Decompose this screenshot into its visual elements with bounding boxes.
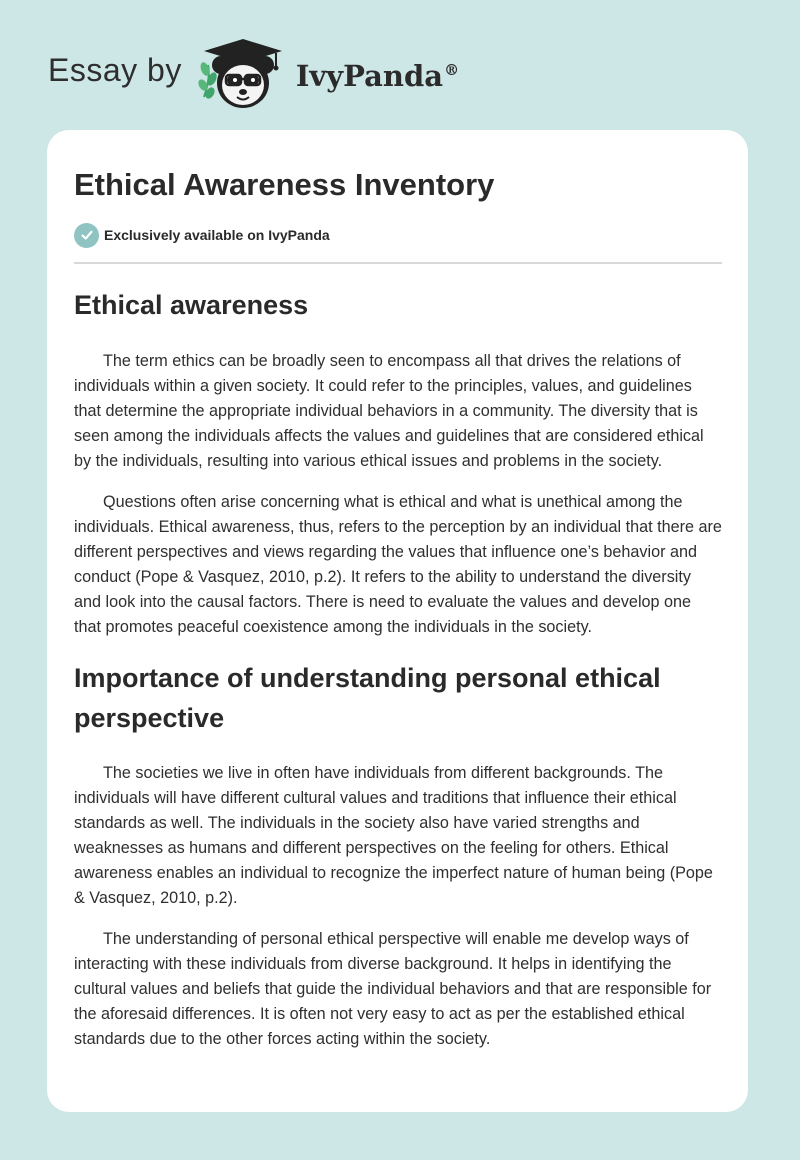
section-heading-importance: Importance of understanding personal ethical perspective — [74, 663, 661, 733]
exclusive-badge — [74, 222, 722, 248]
panda-graduate-logo-icon[interactable] — [196, 35, 290, 113]
title-divider — [74, 262, 722, 264]
paragraph: Questions often arise concerning what is ethical and what is unethical among the individuals. Ethical awareness, thus, refers to the perception by an individual that there are different perspectives and views regarding the values that influence one’s behavior and conduct (Pope & Vasquez, 2010, p.2). It refers to the ability to understand the diversity and look into the causal factors. There is need to evaluate the values and develop one that promotes peaceful coexistence among the individuals in the society. — [74, 493, 722, 636]
paragraph: The understanding of personal ethical perspective will enable me develop ways of interacting with these individuals from diverse background. It helps in identifying the cultural values and beliefs that guide the individual behaviors and that are responsible for the aforesaid differences. It is often not very easy to act as per the established ethical standards due to the other forces acting within the society. — [74, 930, 712, 1048]
page-title: Ethical Awareness Inventory — [74, 167, 495, 202]
essay-by-label: Essay by — [48, 51, 182, 88]
section-heading-ethical-awareness: Ethical awareness — [74, 290, 309, 320]
paragraph: The term ethics can be broadly seen to encompass all that drives the relations of individuals within a given society. It could refer to the principles, values, and guidelines that determine the appropriate individual behaviors in a community. The diversity that is seen among the individuals affects the values and guidelines that are considered ethical by the individuals, resulting into various ethical issues and problems in the society. — [74, 352, 704, 470]
site-header — [48, 34, 459, 114]
brand-logo-text[interactable]: IvyPanda® — [295, 59, 460, 93]
check-circle-icon — [74, 223, 99, 248]
essay-card — [47, 130, 748, 1112]
exclusive-badge-text: Exclusively available on IvyPanda — [104, 227, 330, 243]
paragraph: The societies we live in often have individuals from different backgrounds. The individuals will have different cultural values and traditions that influence their ethical standards as well. The individuals in the society also have varied strengths and weaknesses as humans and different perspectives on the feeling for others. Ethical awareness enables an individual to recognize the imperfect nature of human being (Pope & Vasquez, 2010, p.2). — [74, 764, 713, 907]
